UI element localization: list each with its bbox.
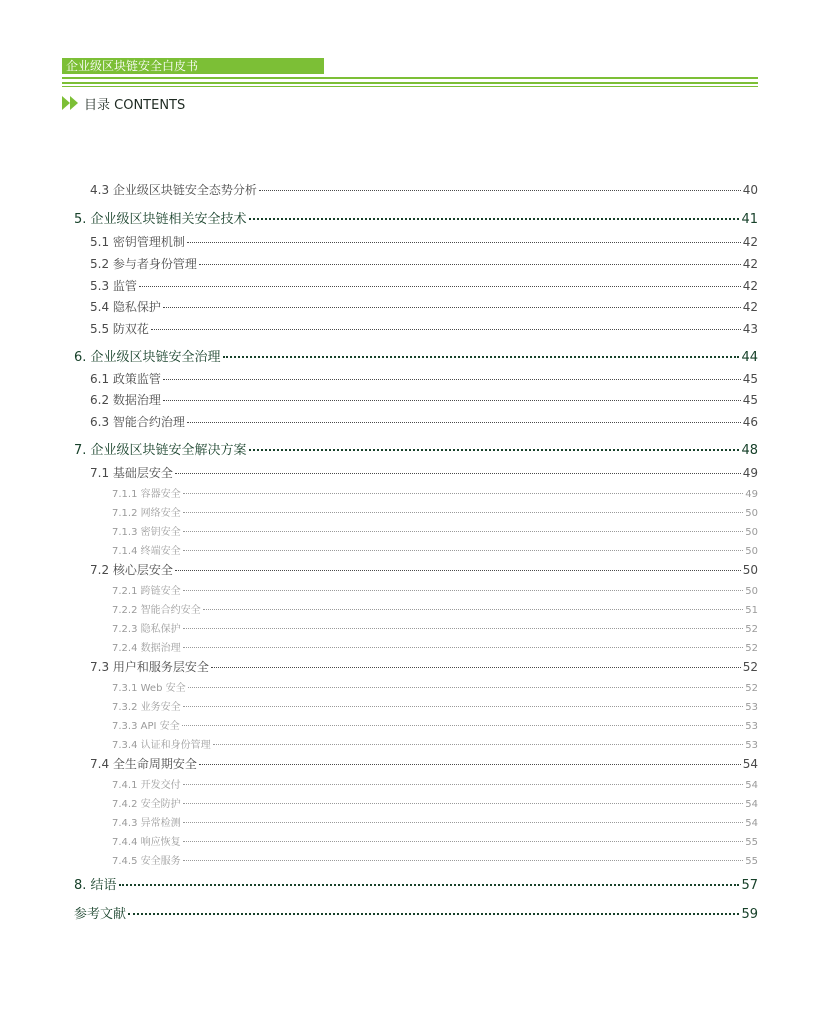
toc-entry[interactable] — [112, 852, 758, 867]
toc-entry-label: 7.1.4 终端安全 — [112, 546, 181, 557]
toc-entry-page-number: 45 — [742, 372, 758, 386]
toc-entry-page-number: 55 — [745, 837, 758, 848]
toc-entry-page-number: 44 — [741, 350, 758, 365]
toc-entry-page-number: 45 — [742, 393, 758, 407]
toc-entry-label: 7.4.3 异常检测 — [112, 818, 181, 829]
toc-leader-dots — [175, 570, 741, 571]
toc-entry[interactable] — [112, 582, 758, 597]
toc-leader-dots — [183, 841, 744, 842]
toc-leader-dots — [183, 531, 744, 532]
toc-leader-dots — [183, 706, 744, 707]
toc-entry[interactable] — [74, 439, 758, 458]
toc-leader-dots — [183, 803, 744, 804]
toc-entry-page-number: 50 — [745, 586, 758, 597]
toc-entry-label: 7.3.1 Web 安全 — [112, 683, 186, 694]
contents-heading — [62, 93, 185, 113]
toc-entry-page-number: 51 — [745, 605, 758, 616]
header-rule — [62, 77, 758, 79]
toc-entry-label: 7.3.4 认证和身份管理 — [112, 740, 211, 751]
toc-entry[interactable] — [90, 413, 758, 430]
toc-leader-dots — [223, 356, 740, 358]
toc-entry-label: 7.4.5 安全服务 — [112, 856, 181, 867]
toc-entry-page-number: 54 — [745, 780, 758, 791]
toc-entry-label: 6.3 智能合约治理 — [90, 415, 185, 429]
toc-entry[interactable] — [112, 542, 758, 557]
toc-entry[interactable] — [90, 755, 758, 772]
toc-entry-page-number: 53 — [745, 702, 758, 713]
toc-entry-page-number: 50 — [745, 508, 758, 519]
toc-entry-label: 5. 企业级区块链相关安全技术 — [74, 212, 247, 227]
toc-leader-dots — [183, 784, 744, 785]
toc-entry-label: 7.4 全生命周期安全 — [90, 757, 197, 771]
toc-entry-page-number: 52 — [745, 624, 758, 635]
toc-entry[interactable] — [112, 736, 758, 751]
toc-leader-dots — [182, 725, 744, 726]
header-rule — [62, 82, 758, 84]
toc-entry[interactable] — [112, 504, 758, 519]
toc-entry-page-number: 52 — [742, 660, 758, 674]
toc-entry-page-number: 41 — [741, 212, 758, 227]
toc-entry-page-number: 52 — [745, 683, 758, 694]
toc-entry[interactable] — [74, 874, 758, 893]
toc-entry-label: 7. 企业级区块链安全解决方案 — [74, 443, 247, 458]
toc-entry-label: 7.1.2 网络安全 — [112, 508, 181, 519]
toc-entry[interactable] — [90, 370, 758, 387]
toc-entry-page-number: 42 — [742, 279, 758, 293]
toc-entry[interactable] — [74, 346, 758, 365]
toc-entry-label: 7.2.2 智能合约安全 — [112, 605, 201, 616]
toc-leader-dots — [183, 628, 744, 629]
toc-entry-page-number: 54 — [745, 818, 758, 829]
toc-leader-dots — [199, 764, 741, 765]
toc-leader-dots — [183, 550, 744, 551]
toc-leader-dots — [163, 400, 741, 401]
toc-leader-dots — [119, 884, 740, 886]
toc-entry-page-number: 48 — [741, 443, 758, 458]
toc-entry-page-number: 52 — [745, 643, 758, 654]
toc-entry[interactable] — [112, 833, 758, 848]
toc-entry-label: 7.3.3 API 安全 — [112, 721, 180, 732]
toc-entry-page-number: 46 — [742, 415, 758, 429]
toc-entry-page-number: 50 — [745, 546, 758, 557]
toc-entry-label: 5.5 防双花 — [90, 322, 149, 336]
toc-leader-dots — [183, 647, 744, 648]
toc-leader-dots — [183, 493, 744, 494]
toc-entry-label: 7.3 用户和服务层安全 — [90, 660, 209, 674]
toc-entry-page-number: 42 — [742, 257, 758, 271]
toc-entry-page-number: 54 — [742, 757, 758, 771]
toc-entry[interactable] — [90, 233, 758, 250]
toc-entry[interactable] — [112, 679, 758, 694]
toc-leader-dots — [183, 512, 744, 513]
toc-entry-label: 5.1 密钥管理机制 — [90, 235, 185, 249]
toc-entry-label: 6. 企业级区块链安全治理 — [74, 350, 221, 365]
toc-entry-label: 6.2 数据治理 — [90, 393, 161, 407]
header-rule — [62, 86, 758, 87]
toc-entry-label: 7.2.1 跨链安全 — [112, 586, 181, 597]
toc-entry[interactable] — [90, 255, 758, 272]
toc-leader-dots — [151, 329, 741, 330]
toc-leader-dots — [211, 667, 741, 668]
toc-entry[interactable] — [112, 601, 758, 616]
document-title: 企业级区块链安全白皮书 — [66, 59, 199, 73]
toc-entry[interactable] — [112, 620, 758, 635]
toc-entry-label: 5.4 隐私保护 — [90, 300, 161, 314]
toc-entry-label: 7.1.1 容器安全 — [112, 489, 181, 500]
toc-entry-page-number: 40 — [742, 183, 758, 197]
toc-entry[interactable] — [90, 464, 758, 481]
toc-entry-label: 7.3.2 业务安全 — [112, 702, 181, 713]
toc-leader-dots — [187, 422, 741, 423]
toc-entry[interactable] — [90, 320, 758, 337]
toc-entry-label: 5.3 监管 — [90, 279, 137, 293]
toc-leader-dots — [199, 264, 741, 265]
toc-entry-page-number: 43 — [742, 322, 758, 336]
toc-entry[interactable] — [112, 523, 758, 538]
double-chevron-right-icon — [62, 96, 80, 110]
toc-leader-dots — [183, 590, 744, 591]
toc-entry[interactable] — [74, 903, 758, 922]
toc-entry[interactable] — [90, 181, 758, 198]
toc-leader-dots — [213, 744, 744, 745]
toc-entry-page-number: 49 — [742, 466, 758, 480]
toc-leader-dots — [163, 379, 741, 380]
toc-leader-dots — [183, 822, 744, 823]
toc-entry[interactable] — [90, 658, 758, 675]
toc-leader-dots — [249, 218, 740, 220]
toc-entry[interactable] — [112, 485, 758, 500]
contents-title: 目录 CONTENTS — [84, 97, 186, 113]
toc-entry[interactable] — [112, 776, 758, 791]
toc-leader-dots — [139, 286, 741, 287]
toc-entry-label: 7.2.4 数据治理 — [112, 643, 181, 654]
toc-entry-page-number: 55 — [745, 856, 758, 867]
toc-entry-label: 7.1.3 密钥安全 — [112, 527, 181, 538]
toc-entry-label: 6.1 政策监管 — [90, 372, 161, 386]
toc-entry[interactable] — [112, 698, 758, 713]
toc-leader-dots — [128, 913, 739, 915]
toc-entry-page-number: 42 — [742, 235, 758, 249]
toc-entry-label: 7.1 基础层安全 — [90, 466, 173, 480]
toc-entry-page-number: 49 — [745, 489, 758, 500]
toc-entry-page-number: 54 — [745, 799, 758, 810]
toc-entry[interactable] — [90, 298, 758, 315]
toc-entry[interactable] — [90, 391, 758, 408]
toc-leader-dots — [188, 687, 744, 688]
toc-entry-label: 7.4.2 安全防护 — [112, 799, 181, 810]
toc-leader-dots — [163, 307, 741, 308]
toc-entry-page-number: 42 — [742, 300, 758, 314]
toc-leader-dots — [183, 860, 744, 861]
toc-entry-page-number: 53 — [745, 740, 758, 751]
toc-entry[interactable] — [74, 208, 758, 227]
toc-entry-label: 7.2.3 隐私保护 — [112, 624, 181, 635]
toc-leader-dots — [259, 190, 741, 191]
toc-leader-dots — [187, 242, 741, 243]
toc-leader-dots — [175, 473, 741, 474]
toc-entry[interactable] — [90, 277, 758, 294]
toc-entry[interactable] — [112, 795, 758, 810]
toc-leader-dots — [249, 449, 740, 451]
toc-entry[interactable] — [112, 639, 758, 654]
toc-entry[interactable] — [90, 561, 758, 578]
toc-entry[interactable] — [112, 717, 758, 732]
toc-entry-page-number: 53 — [745, 721, 758, 732]
toc-entry-label: 5.2 参与者身份管理 — [90, 257, 197, 271]
toc-entry[interactable] — [112, 814, 758, 829]
toc-entry-label: 7.4.4 响应恢复 — [112, 837, 181, 848]
toc-entry-label: 参考文献 — [74, 907, 127, 922]
toc-entry-page-number: 50 — [745, 527, 758, 538]
toc-entry-label: 7.4.1 开发交付 — [112, 780, 181, 791]
toc-entry-page-number: 59 — [741, 907, 758, 922]
toc-leader-dots — [203, 609, 744, 610]
toc-entry-label: 8. 结语 — [74, 878, 117, 893]
toc-entry-page-number: 50 — [742, 563, 758, 577]
toc-entry-label: 7.2 核心层安全 — [90, 563, 173, 577]
document-header — [62, 58, 324, 74]
toc-entry-label: 4.3 企业级区块链安全态势分析 — [90, 183, 257, 197]
toc-entry-page-number: 57 — [741, 878, 758, 893]
